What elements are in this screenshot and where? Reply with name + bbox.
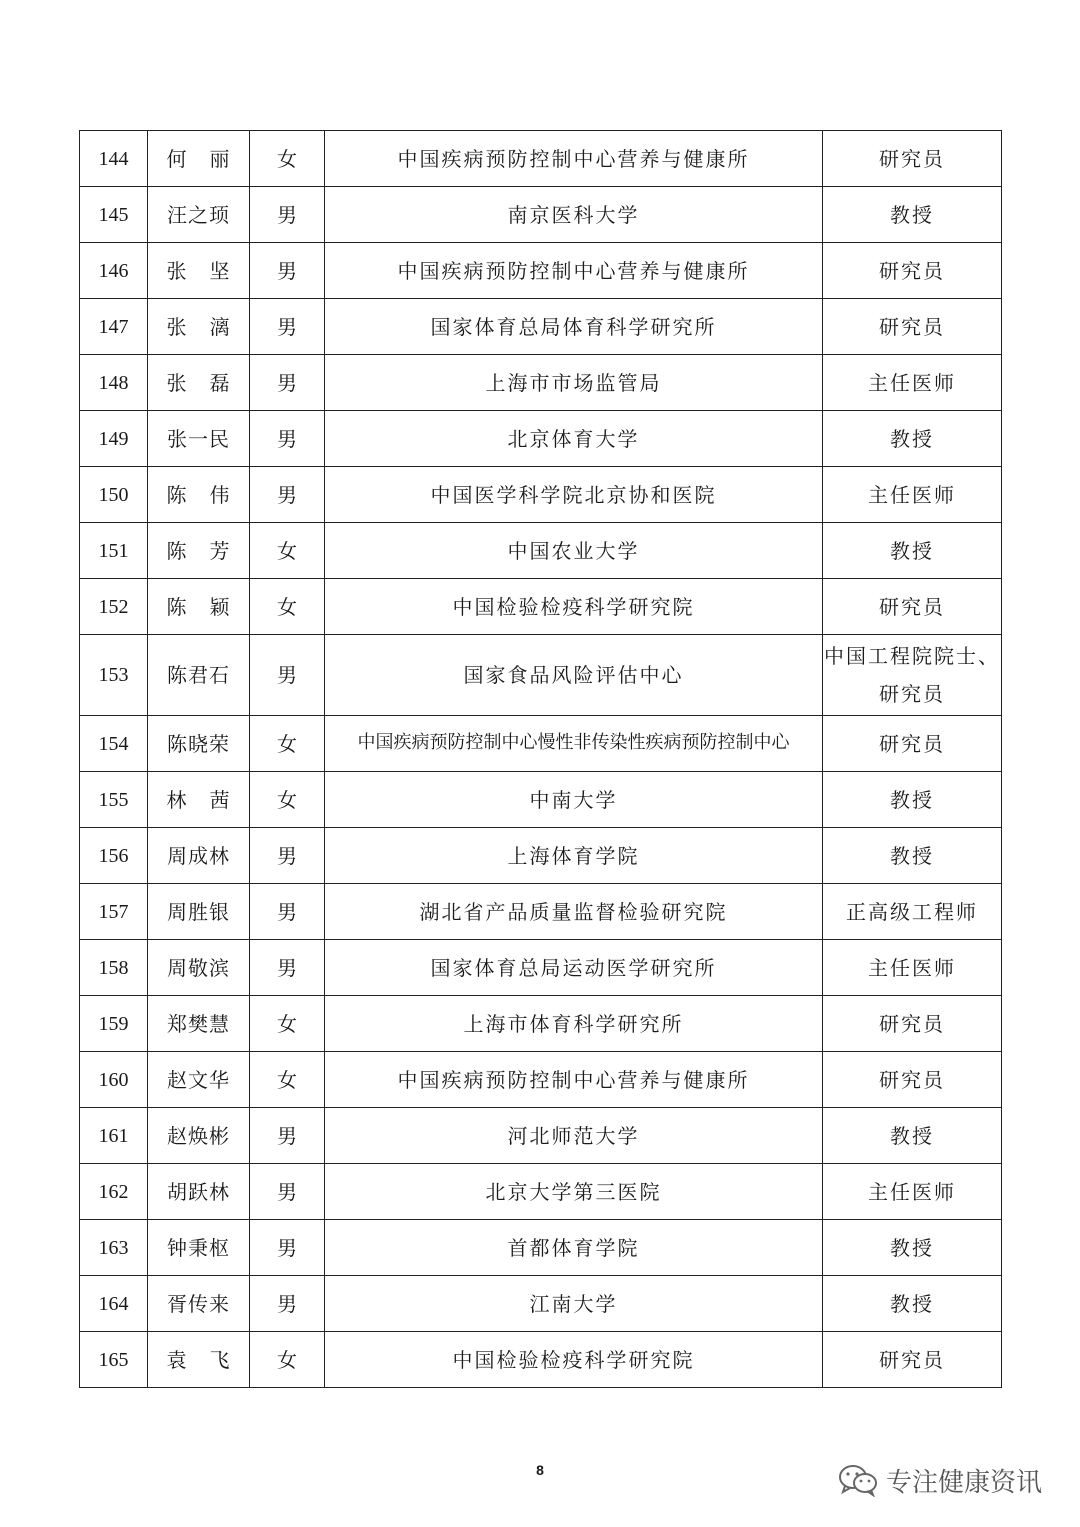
gender: 女 — [250, 1332, 325, 1388]
person-name-text: 汪之顼 — [167, 202, 230, 227]
job-title — [823, 828, 1002, 884]
job-title-line: 教授 — [890, 1123, 934, 1148]
job-title-line: 主任医师 — [868, 955, 956, 980]
job-title-line: 研究员 — [879, 594, 945, 619]
table-row — [80, 828, 1002, 884]
gender: 男 — [250, 299, 325, 355]
gender: 男 — [250, 187, 325, 243]
table-row — [80, 1164, 1002, 1220]
table-row — [80, 996, 1002, 1052]
job-title — [823, 1220, 1002, 1276]
job-title — [823, 299, 1002, 355]
job-title — [823, 884, 1002, 940]
table-row — [80, 467, 1002, 523]
expert-roster-table — [79, 130, 1002, 1388]
person-name-text: 陈颖 — [166, 594, 231, 619]
job-title — [823, 1276, 1002, 1332]
person-name-text: 周胜银 — [167, 899, 230, 924]
work-unit: 湖北省产品质量监督检验研究院 — [325, 884, 823, 940]
job-title — [823, 411, 1002, 467]
person-name-text: 张坚 — [166, 258, 231, 283]
person-name-text: 陈君石 — [167, 663, 230, 687]
row-number: 165 — [80, 1332, 148, 1388]
job-title-line: 教授 — [890, 787, 934, 812]
person-name — [148, 635, 250, 716]
person-name-text: 周敬滨 — [167, 955, 230, 980]
job-title-line: 研究员 — [879, 731, 945, 756]
job-title — [823, 579, 1002, 635]
wechat-icon — [838, 1463, 878, 1497]
gender: 女 — [250, 772, 325, 828]
person-name-text: 赵文华 — [167, 1067, 230, 1092]
person-name — [148, 243, 250, 299]
person-name-text: 陈芳 — [166, 538, 231, 563]
job-title — [823, 243, 1002, 299]
job-title-line: 教授 — [890, 1291, 934, 1316]
job-title-line: 中国工程院院士、 — [824, 644, 1000, 668]
roster-body — [80, 131, 1002, 1388]
person-name — [148, 1108, 250, 1164]
gender: 男 — [250, 884, 325, 940]
table-row — [80, 131, 1002, 187]
table-row — [80, 716, 1002, 772]
person-name — [148, 523, 250, 579]
person-name — [148, 131, 250, 187]
row-number: 145 — [80, 187, 148, 243]
job-title — [823, 467, 1002, 523]
table-row — [80, 579, 1002, 635]
work-unit: 中国疾病预防控制中心营养与健康所 — [325, 131, 823, 187]
person-name-text: 赵焕彬 — [167, 1123, 230, 1148]
work-unit: 北京体育大学 — [325, 411, 823, 467]
watermark — [838, 1460, 1042, 1500]
person-name — [148, 716, 250, 772]
person-name-text: 郑樊慧 — [167, 1011, 230, 1036]
table-row — [80, 940, 1002, 996]
work-unit: 中国疾病预防控制中心慢性非传染性疾病预防控制中心 — [325, 716, 823, 772]
work-unit: 河北师范大学 — [325, 1108, 823, 1164]
job-title-line: 研究员 — [879, 258, 945, 283]
row-number: 152 — [80, 579, 148, 635]
row-number: 147 — [80, 299, 148, 355]
table-row — [80, 635, 1002, 716]
person-name — [148, 1164, 250, 1220]
table-row — [80, 1332, 1002, 1388]
person-name — [148, 1276, 250, 1332]
gender: 男 — [250, 243, 325, 299]
gender: 女 — [250, 996, 325, 1052]
person-name — [148, 467, 250, 523]
row-number: 153 — [80, 635, 148, 716]
row-number: 164 — [80, 1276, 148, 1332]
person-name-text: 胥传来 — [167, 1291, 230, 1316]
job-title — [823, 1052, 1002, 1108]
job-title-line: 教授 — [890, 426, 934, 451]
gender: 男 — [250, 411, 325, 467]
work-unit: 南京医科大学 — [325, 187, 823, 243]
person-name — [148, 828, 250, 884]
job-title-line: 教授 — [890, 202, 934, 227]
job-title-line: 主任医师 — [868, 370, 956, 395]
gender: 男 — [250, 828, 325, 884]
person-name — [148, 1052, 250, 1108]
work-unit: 中国检验检疫科学研究院 — [325, 579, 823, 635]
table-row — [80, 299, 1002, 355]
job-title — [823, 523, 1002, 579]
work-unit: 中国疾病预防控制中心营养与健康所 — [325, 1052, 823, 1108]
job-title — [823, 1332, 1002, 1388]
gender: 女 — [250, 523, 325, 579]
gender: 男 — [250, 940, 325, 996]
row-number: 148 — [80, 355, 148, 411]
job-title — [823, 940, 1002, 996]
row-number: 156 — [80, 828, 148, 884]
table-row — [80, 187, 1002, 243]
job-title-line: 教授 — [890, 538, 934, 563]
row-number: 161 — [80, 1108, 148, 1164]
gender: 男 — [250, 1276, 325, 1332]
work-unit: 国家体育总局运动医学研究所 — [325, 940, 823, 996]
row-number: 163 — [80, 1220, 148, 1276]
work-unit: 中国检验检疫科学研究院 — [325, 1332, 823, 1388]
work-unit: 国家体育总局体育科学研究所 — [325, 299, 823, 355]
job-title — [823, 996, 1002, 1052]
work-unit: 上海市体育科学研究所 — [325, 996, 823, 1052]
work-unit: 中国农业大学 — [325, 523, 823, 579]
gender: 女 — [250, 131, 325, 187]
job-title — [823, 131, 1002, 187]
table-row — [80, 411, 1002, 467]
person-name-text: 陈晓荣 — [167, 731, 230, 756]
gender: 男 — [250, 355, 325, 411]
job-title-line: 教授 — [890, 1235, 934, 1260]
person-name — [148, 772, 250, 828]
watermark-text: 专注健康资讯 — [886, 1467, 1043, 1498]
person-name-text: 张一民 — [167, 426, 230, 451]
table-row — [80, 1108, 1002, 1164]
person-name-text: 张磊 — [166, 370, 231, 395]
person-name — [148, 355, 250, 411]
row-number: 146 — [80, 243, 148, 299]
person-name — [148, 411, 250, 467]
job-title — [823, 1108, 1002, 1164]
gender: 男 — [250, 1220, 325, 1276]
table-row — [80, 772, 1002, 828]
work-unit: 中国医学科学院北京协和医院 — [325, 467, 823, 523]
work-unit: 江南大学 — [325, 1276, 823, 1332]
row-number: 150 — [80, 467, 148, 523]
person-name — [148, 187, 250, 243]
row-number: 144 — [80, 131, 148, 187]
row-number: 158 — [80, 940, 148, 996]
gender: 男 — [250, 1108, 325, 1164]
gender: 女 — [250, 716, 325, 772]
table-row — [80, 1276, 1002, 1332]
table-row — [80, 1052, 1002, 1108]
job-title — [823, 187, 1002, 243]
person-name-text: 张漓 — [166, 314, 231, 339]
person-name-text: 林茜 — [166, 787, 231, 812]
job-title — [823, 716, 1002, 772]
person-name — [148, 299, 250, 355]
job-title — [823, 772, 1002, 828]
person-name-text: 胡跃林 — [167, 1179, 230, 1204]
person-name — [148, 940, 250, 996]
row-number: 162 — [80, 1164, 148, 1220]
job-title — [823, 355, 1002, 411]
job-title-line: 研究员 — [879, 314, 945, 339]
gender: 男 — [250, 1164, 325, 1220]
job-title-line: 正高级工程师 — [846, 899, 978, 924]
person-name — [148, 579, 250, 635]
work-unit: 中南大学 — [325, 772, 823, 828]
work-unit: 国家食品风险评估中心 — [325, 635, 823, 716]
person-name — [148, 884, 250, 940]
gender: 女 — [250, 1052, 325, 1108]
job-title-line: 研究员 — [879, 1067, 945, 1092]
job-title-line: 教授 — [890, 843, 934, 868]
table-row — [80, 355, 1002, 411]
row-number: 149 — [80, 411, 148, 467]
job-title-line: 主任医师 — [868, 1179, 956, 1204]
table-row — [80, 884, 1002, 940]
job-title-line: 研究员 — [879, 1347, 945, 1372]
person-name — [148, 1220, 250, 1276]
gender: 女 — [250, 579, 325, 635]
person-name-text: 袁飞 — [166, 1347, 231, 1372]
job-title-line: 研究员 — [879, 146, 945, 171]
work-unit: 北京大学第三医院 — [325, 1164, 823, 1220]
row-number: 155 — [80, 772, 148, 828]
page-number: 8 — [536, 1462, 544, 1478]
table-row — [80, 1220, 1002, 1276]
work-unit: 上海市市场监管局 — [325, 355, 823, 411]
gender: 男 — [250, 635, 325, 716]
work-unit: 首都体育学院 — [325, 1220, 823, 1276]
person-name — [148, 1332, 250, 1388]
job-title-line: 研究员 — [879, 1011, 945, 1036]
person-name — [148, 996, 250, 1052]
person-name-text: 何丽 — [166, 146, 231, 171]
table-row — [80, 523, 1002, 579]
row-number: 151 — [80, 523, 148, 579]
job-title — [823, 1164, 1002, 1220]
work-unit: 上海体育学院 — [325, 828, 823, 884]
table-row — [80, 243, 1002, 299]
job-title-line: 主任医师 — [868, 482, 956, 507]
row-number: 154 — [80, 716, 148, 772]
work-unit: 中国疾病预防控制中心营养与健康所 — [325, 243, 823, 299]
person-name-text: 周成林 — [167, 843, 230, 868]
job-title — [823, 635, 1002, 716]
gender: 男 — [250, 467, 325, 523]
row-number: 159 — [80, 996, 148, 1052]
person-name-text: 钟秉枢 — [167, 1235, 230, 1260]
person-name-text: 陈伟 — [166, 482, 231, 507]
row-number: 157 — [80, 884, 148, 940]
row-number: 160 — [80, 1052, 148, 1108]
job-title-line: 研究员 — [879, 682, 945, 706]
